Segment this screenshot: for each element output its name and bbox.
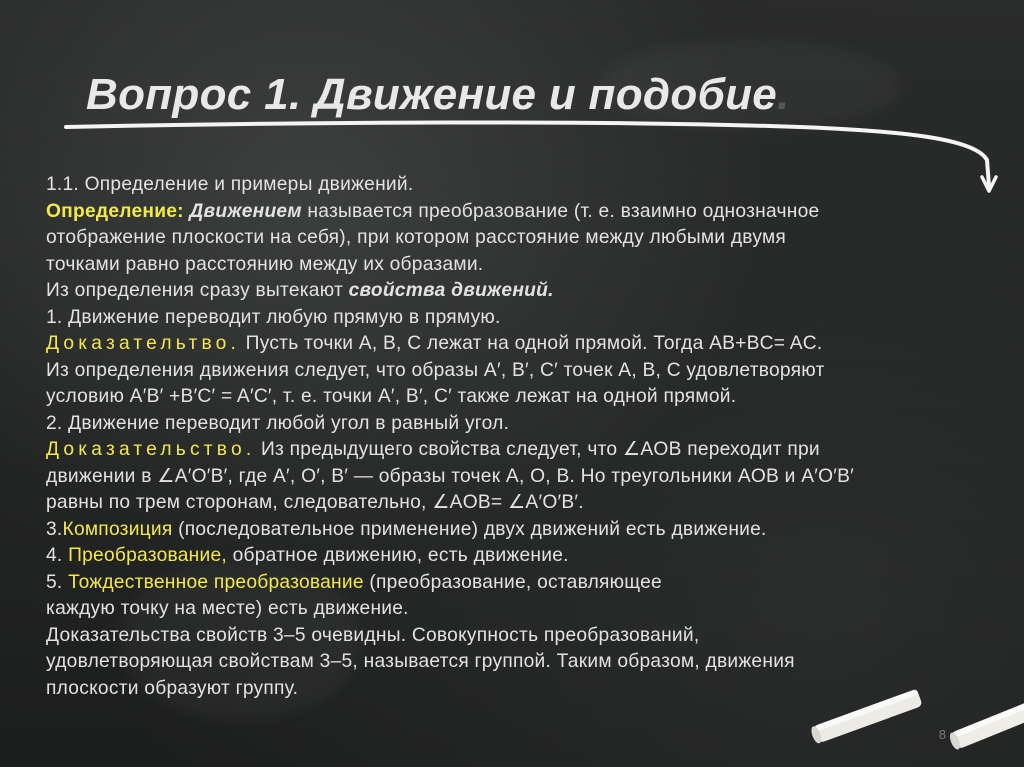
text-line: 4. Преобразование, обратное движению, есть движение. [46,545,569,566]
text-line: движении в ∠A′O′B′, где A′, O′, B′ — образы точек A, O, B. Но треугольники AOB и A′O′B′ [46,465,855,487]
text-line: 1. Движение переводит любую прямую в прямую. [46,306,501,328]
text-line: условию A′B′ +B′C′ = A′C′, т. е. точки A′, B′, C′ также лежат на одной прямой. [46,386,737,407]
text-line: Из определения сразу вытекают свойства движений. [46,280,554,301]
slide-title: Вопрос 1. Движение и подобие. [86,70,790,119]
text-line: равны по трем сторонам, следовательно, ∠AOB= ∠A′O′B′. [46,492,584,513]
identity-transformation-term: Тождественное преобразование [68,571,364,593]
text-line: 3.Композиция (последовательное применение) двух движений есть движение. [46,518,767,540]
text-line: 1.1. Определение и примеры движений. [46,174,414,195]
text-line: каждую точку на месте) есть движение. [46,598,409,619]
text-line: Доказательтво. Пусть точки A, B, C лежат на одной прямой. Тогда AB+BC= AC. [46,333,823,354]
text-line: Доказательство. Из предыдущего свойства следует, что ∠AOB переходит при [46,439,820,460]
text-line: плоскости образуют группу. [46,677,299,699]
transformation-term: Преобразование, [68,545,227,566]
text-line: 2. Движение переводит любой угол в равный угол. [46,412,510,434]
text-line: Доказательства свойств 3–5 очевидны. Совокупность преобразований, [46,624,700,646]
title-dot: . [777,70,790,119]
proof-label: Доказательство. [46,439,256,460]
page-number: 8 [938,727,946,742]
proof-label: Доказательтво. [46,333,241,354]
text-line: удовлетворяющая свойствам 3–5, называется группой. Таким образом, движения [46,651,795,672]
term-movement: Движением [189,200,302,222]
definition-label: Определение: [46,200,184,222]
text-line: точками равно расстоянию между их образами. [46,253,484,275]
composition-term: Композиция [62,518,173,540]
text-line: Из определения движения следует, что образы A′, B′, C′ точек A, B, C удовлетворяют [46,359,825,381]
properties-term: свойства движений. [348,280,554,301]
text-line: отображение плоскости на себя), при котором расстояние между любыми двумя [46,227,787,248]
text-line: Определение: Движением называется преобразование (т. е. взаимно однозначное [46,200,820,222]
text-line: 5. Тождественное преобразование (преобразование, оставляющее [46,571,662,593]
